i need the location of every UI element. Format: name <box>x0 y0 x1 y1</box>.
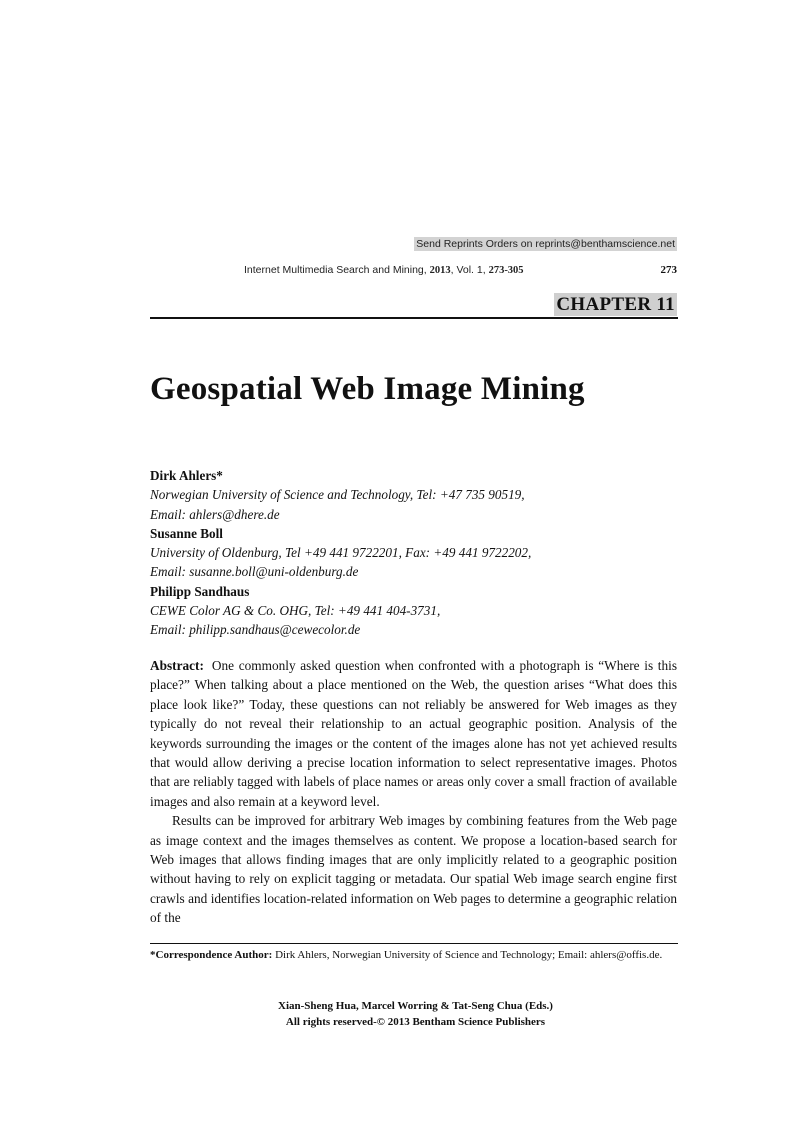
journal-volume: , Vol. 1, <box>450 264 486 276</box>
editors-line: Xian-Sheng Hua, Marcel Worring & Tat-Seng Chua (Eds.) <box>278 1000 553 1012</box>
chapter-title: Geospatial Web Image Mining <box>150 371 585 407</box>
abstract-label: Abstract: <box>150 658 204 673</box>
author-email: Email: susanne.boll@uni-oldenburg.de <box>150 564 359 580</box>
editors-block <box>0 998 793 1030</box>
author-name: Dirk Ahlers* <box>150 468 223 483</box>
journal-pages: 273-305 <box>488 265 524 276</box>
footnote-label: *Correspondence Author: <box>150 949 273 961</box>
author-block <box>150 466 690 640</box>
author-affiliation: Norwegian University of Science and Technology, Tel: +47 735 90519, <box>150 487 525 503</box>
abstract-text-1: One commonly asked question when confronted with a photograph is “Where is this place?” When talking about a place mentioned on the Web, the question arises “What does this place look like?” Today, these questions can not reliably be answered for Web images as they typically do not reveal their relationship to an actual geographic position. Analysis of the keywords surrounding the images or the content of the images alone has not yet achieved results that would allow deriving a precise location information to select representative images. Photos that are reliably tagged with labels of place names or areas only cover a small fraction of available images and also remain at a keyword level. <box>150 658 677 809</box>
author-email: Email: philipp.sandhaus@cewecolor.de <box>150 622 361 638</box>
journal-year: 2013 <box>429 265 451 276</box>
journal-reference <box>244 264 524 276</box>
author-name: Philipp Sandhaus <box>150 583 250 599</box>
footnote-rule <box>150 943 678 944</box>
abstract-paragraph-1 <box>150 656 677 811</box>
chapter-label: CHAPTER 11 <box>556 294 675 315</box>
reprints-notice: Send Reprints Orders on reprints@benthamscience.net <box>416 238 675 250</box>
journal-name: Internet Multimedia Search and Mining, <box>244 264 427 276</box>
abstract <box>150 656 677 928</box>
author-affiliation: University of Oldenburg, Tel +49 441 9722201, Fax: +49 441 9722202, <box>150 545 532 561</box>
footnote-text: Dirk Ahlers, Norwegian University of Science and Technology; Email: ahlers@offis.de. <box>275 949 663 961</box>
author-name: Susanne Boll <box>150 525 223 541</box>
page-number: 273 <box>660 264 677 276</box>
abstract-paragraph-2: Results can be improved for arbitrary Web images by combining features from the Web page as image context and the images themselves as content. We propose a location-based search for Web images that allows finding images that are only implicitly related to a geographic position without having to rely on explicit tagging or metadata. Our spatial Web image search engine first crawls and identifies location-related information on Web pages to determine a geographic relation of the <box>150 813 677 926</box>
author-email: Email: ahlers@dhere.de <box>150 506 280 522</box>
header-rule <box>150 317 678 319</box>
copyright-line: All rights reserved-© 2013 Bentham Science Publishers <box>285 1016 546 1028</box>
author-affiliation: CEWE Color AG & Co. OHG, Tel: +49 441 404-3731, <box>150 603 441 619</box>
footnote <box>150 948 677 964</box>
